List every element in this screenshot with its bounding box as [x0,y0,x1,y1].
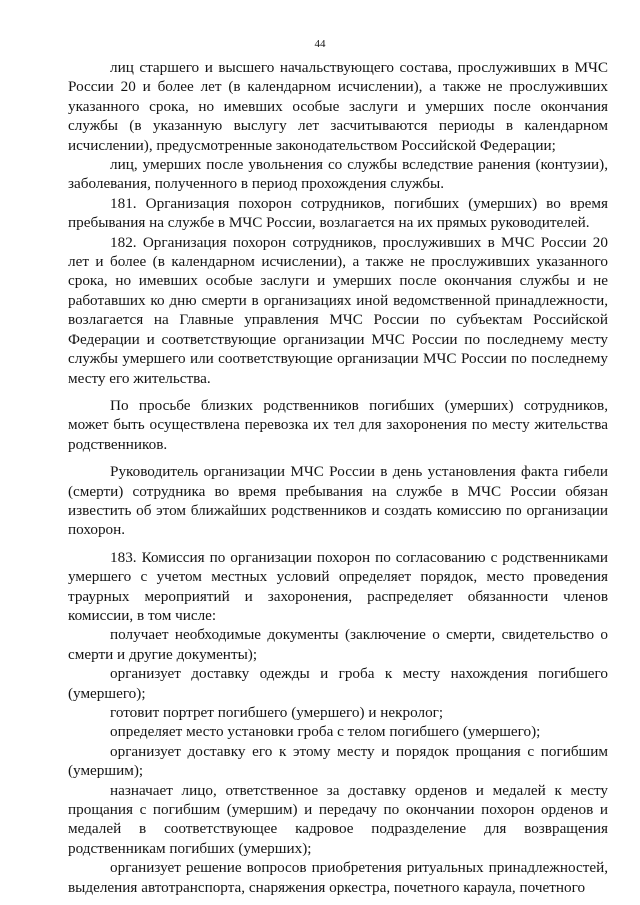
paragraph-head-obligation: Руководитель организации МЧС России в день установления факта гибели (смерти) сотрудника во время пребывания на службе в МЧС России обязан известить об этом ближайших родственников и создать комиссию по организации похорон. [68,463,608,539]
list-item-ritual-supplies: организует решение вопросов приобретения ритуальных принадлежностей, выделения автотранспорта, снаряжения оркестра, почетного караула, почетного [68,859,608,896]
list-item-documents: получает необходимые документы (заключение о смерти, свидетельство о смерти и другие документы); [68,626,608,663]
list-item-awards-responsible: назначает лицо, ответственное за доставку орденов и медалей к месту прощания с погибшим (умершим) и передачу по окончании похорон орденов и медалей в соответствующее кадровое подразделение для возвращения родственникам погибших (умерших); [68,781,608,857]
paragraph-senior-staff: лиц старшего и высшего начальствующего состава, прослуживших в МЧС России 20 и более лет (в календарном исчислении), а также не прослуживших указанного срока, но имевших особые заслуги и умерших после окончания службы (в указанную выслугу лет засчитываются периоды в календарном исчислении), предусмотренные законодательством Российской Федерации; [68,59,608,154]
paragraph-transport-request: По просьбе близких родственников погибших (умерших) сотрудников, может быть осуществлена перевозка их тел для захоронения по месту жительства родственников. [68,396,608,453]
page-number: 44 [314,38,326,50]
list-item-coffin-place: определяет место установки гроба с телом погибшего (умершего); [110,723,541,741]
list-item-portrait: готовит портрет погибшего (умершего) и некролог; [110,704,444,721]
paragraph-182: 182. Организация похорон сотрудников, прослуживших в МЧС России 20 лет и более (в календарном исчислении), а также не прослуживших указанного срока, но имевших особые заслуги и умерших после окончания службы и не работавших ко дню смерти в организациях иной ведомственной принадлежности, возлагается на Главные управления МЧС России по субъектам Российской Федерации и соответствующие организации МЧС России по последнему месту службы умершего или соответствующие организации МЧС России по последнему месту его жительства. [68,233,608,387]
paragraph-183: 183. Комиссия по организации похорон по согласованию с родственниками умершего с учетом местных условий определяет порядок, место проведения траурных мероприятий и захоронения, распределяет обязанности членов комиссии, в том числе: [68,548,608,624]
document-body [68,58,608,897]
list-item-farewell-order: организует доставку его к этому месту и порядок прощания с погибшим (умершим); [68,742,608,780]
paragraph-181: 181. Организация похорон сотрудников, погибших (умерших) во время пребывания на службе в МЧС России, возлагается на их прямых руководителей. [68,194,608,232]
paragraph-dismissed-injury: лиц, умерших после увольнения со службы вследствие ранения (контузии), заболевания, полученного в период прохождения службы. [68,156,608,193]
list-item-clothing-delivery: организует доставку одежды и гроба к месту нахождения погибшего (умершего); [68,665,608,702]
